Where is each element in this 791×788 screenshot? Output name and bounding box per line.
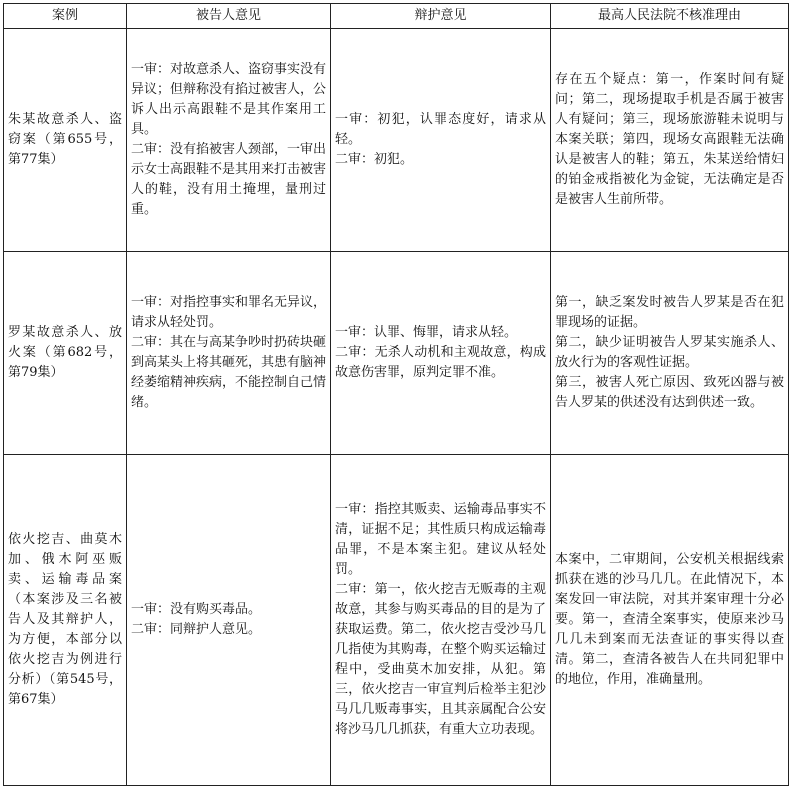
header-rejection-reason: 最高人民法院不核准理由 (551, 4, 789, 29)
case-cell (4, 251, 127, 454)
rejection-reason-text: 第二，缺少证明被告人罗某实施杀人、放火行为的客观性证据。 (555, 334, 784, 370)
defendant-opinion-cell (127, 251, 331, 454)
rejection-reason-text: 第三，被害人死亡原因、致死凶器与被告人罗某的供述没有达到供述一致。 (555, 374, 784, 410)
table-row (4, 29, 789, 252)
case-text: 朱某故意杀人、盗窃案（第655号，第77集） (8, 111, 122, 167)
defendant-opinion-text: 一审：没有购买毒品。 (131, 601, 262, 617)
header-case: 案例 (4, 4, 127, 29)
defense-opinion-text: 二审：第一，依火挖吉无贩毒的主观故意，其参与购买毒品的目的是为了获取运费。第二，依火挖吉受沙马几几指使为其购毒，在整个购买运输过程中，受曲莫木加安排，从犯。第三，依火挖吉一审宣判后检举主犯沙马几几贩毒事实，且其亲属配合公安将沙马几几抓获，有重大立功表现。 (335, 581, 546, 737)
defendant-opinion-cell (127, 454, 331, 785)
defendant-opinion-text: 一审：对指控事实和罪名无异议，请求从轻处罚。 (131, 294, 327, 330)
table-row (4, 454, 789, 785)
defendant-opinion-cell (127, 29, 331, 252)
defense-opinion-cell (331, 29, 551, 252)
defense-opinion-text: 二审：初犯。 (335, 151, 414, 167)
case-comparison-table (3, 3, 789, 786)
defendant-opinion-text: 二审：其在与高某争吵时扔砖块砸到高某头上将其砸死，其患有脑神经萎缩精神疾病，不能控制自己情绪。 (131, 334, 327, 410)
case-text: 罗某故意杀人、放火案（第682号，第79集） (8, 324, 122, 380)
defense-opinion-text: 一审：初犯，认罪态度好，请求从轻。 (335, 111, 546, 147)
rejection-reason-cell (551, 29, 789, 252)
defense-opinion-text: 一审：指控其贩卖、运输毒品事实不清，证据不足；其性质只构成运输毒品罪，不是本案主犯。建议从轻处罚。 (335, 501, 546, 577)
rejection-reason-cell (551, 454, 789, 785)
rejection-reason-text: 本案中，二审期间，公安机关根据线索抓获在逃的沙马几几。在此情况下，本案发回一审法院，对其并案审理十分必要。第一，查清全案事实，使原来沙马几几未到案而无法查证的事实得以查清。第二，查清各被告人在共同犯罪中的地位，作用，准确量刑。 (555, 551, 784, 687)
header-defense-opinion: 辩护意见 (331, 4, 551, 29)
header-defendant-opinion: 被告人意见 (127, 4, 331, 29)
case-text: 依火挖吉、曲莫木加、俄木阿巫贩卖、运输毒品案（本案涉及三名被告人及其辩护人，为方便，本部分以依火挖吉为例进行分析）（第545号，第67集） (8, 531, 122, 707)
defense-opinion-cell (331, 251, 551, 454)
rejection-reason-text: 第一，缺乏案发时被告人罗某是否在犯罪现场的证据。 (555, 294, 784, 330)
rejection-reason-text: 存在五个疑点：第一，作案时间有疑问；第二，现场提取手机是否属于被害人有疑问；第三，现场旅游鞋未说明与本案关联；第四，现场女高跟鞋无法确认是被害人的鞋；第五，朱某送给情妇的铂金戒指被化为金锭，无法确定是否是被害人生前所带。 (555, 71, 784, 207)
defendant-opinion-text: 二审：同辩护人意见。 (131, 621, 262, 637)
defense-opinion-cell (331, 454, 551, 785)
rejection-reason-cell (551, 251, 789, 454)
defendant-opinion-text: 二审：没有掐被害人颈部，一审出示女士高跟鞋不是其用来打击被害人的鞋，没有用土掩埋，量刑过重。 (131, 141, 327, 217)
defendant-opinion-text: 一审：对故意杀人、盗窃事实没有异议；但辩称没有掐过被害人，公诉人出示高跟鞋不是其作案用工具。 (131, 61, 327, 137)
defense-opinion-text: 二审：无杀人动机和主观故意，构成故意伤害罪，原判定罪不准。 (335, 344, 546, 380)
defense-opinion-text: 一审：认罪、悔罪，请求从轻。 (335, 324, 518, 340)
case-cell (4, 29, 127, 252)
case-cell (4, 454, 127, 785)
table-row (4, 251, 789, 454)
header-row (4, 4, 789, 29)
